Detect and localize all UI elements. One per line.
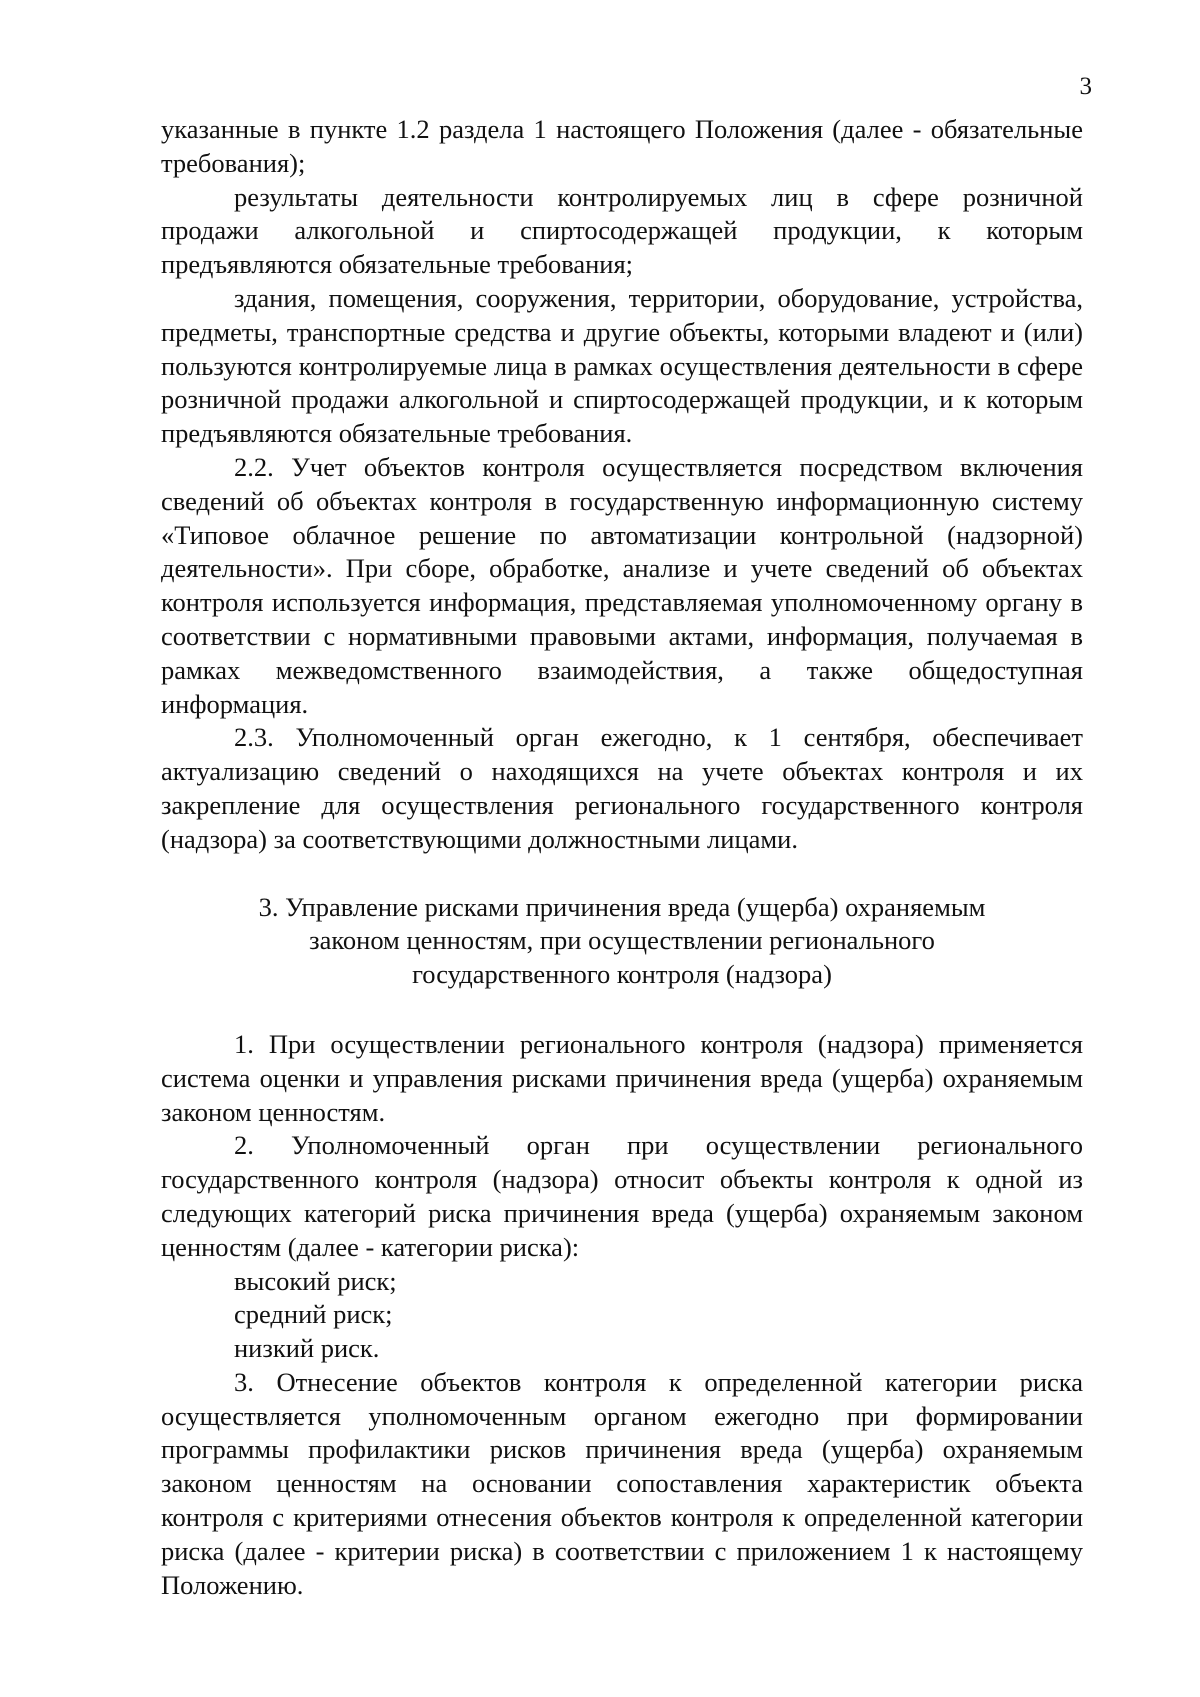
list-item-medium-risk: средний риск;: [234, 1299, 393, 1330]
paragraph-3-1-risk-system: 1. При осуществлении регионального контроля (надзора) применяется система оценки и управления рисками причинения вреда (ущерба) охраняемым законом ценностям.: [161, 1028, 1083, 1127]
paragraph-3-2-risk-categories: 2. Уполномоченный орган при осуществлении регионального государственного контроля (надзора) относит объекты контроля к одной из следующих категорий риска причинения вреда (ущерба) охраняемым законом ценностям (далее - категории риска):: [161, 1130, 1083, 1262]
paragraph-buildings-and-objects: здания, помещения, сооружения, территории, оборудование, устройства, предметы, транспортные средства и другие объекты, которыми владеют и (или) пользуются контролируемые лица в рамках осуществления деятельности в сфере розничной продажи алкогольной и спиртосодержащей продукции, и к которым предъявляются обязательные требования.: [161, 282, 1083, 449]
paragraph-2-3-annual-update: 2.3. Уполномоченный орган ежегодно, к 1 сентября, обеспечивает актуализацию сведений о находящихся на учете объектах контроля и их закрепление для осуществления регионального государственного контроля (надзора) за соответствующими должностными лицами.: [161, 722, 1083, 854]
page-number: 3: [1079, 73, 1092, 100]
list-item-high-risk: высокий риск;: [234, 1265, 397, 1296]
list-item-low-risk: низкий риск.: [234, 1333, 380, 1364]
section-3-heading: 3. Управление рисками причинения вреда (ущерба) охраняемым законом ценностям, при осуществлении регионального государственного контроля (надзора): [258, 891, 986, 990]
paragraph-3-3-risk-assignment: 3. Отнесение объектов контроля к определенной категории риска осуществляется уполномоченным органом ежегодно при формировании программы профилактики рисков причинения вреда (ущерба) охраняемым законом ценностям на основании сопоставления характеристик объекта контроля с критериями отнесения объектов контроля к определенной категории риска (далее - критерии риска) в соответствии с приложением 1 к настоящему Положению.: [161, 1366, 1083, 1600]
paragraph-activity-results: результаты деятельности контролируемых лиц в сфере розничной продажи алкогольной и спиртосодержащей продукции, к которым предъявляются обязательные требования;: [161, 181, 1083, 280]
document-body: [161, 113, 1083, 1602]
paragraph-2-2-objects-accounting: 2.2. Учет объектов контроля осуществляется посредством включения сведений об объектах контроля в государственную информационную систему «Типовое облачное решение по автоматизации контрольной (надзорной) деятельности». При сборе, обработке, анализе и учете сведений об объектах контроля используется информация, представляемая уполномоченному органу в соответствии с нормативными правовыми актами, информация, получаемая в рамках межведомственного взаимодействия, а также общедоступная информация.: [161, 451, 1083, 719]
paragraph-required-requirements-continuation: указанные в пункте 1.2 раздела 1 настоящего Положения (далее - обязательные требования);: [161, 114, 1083, 178]
